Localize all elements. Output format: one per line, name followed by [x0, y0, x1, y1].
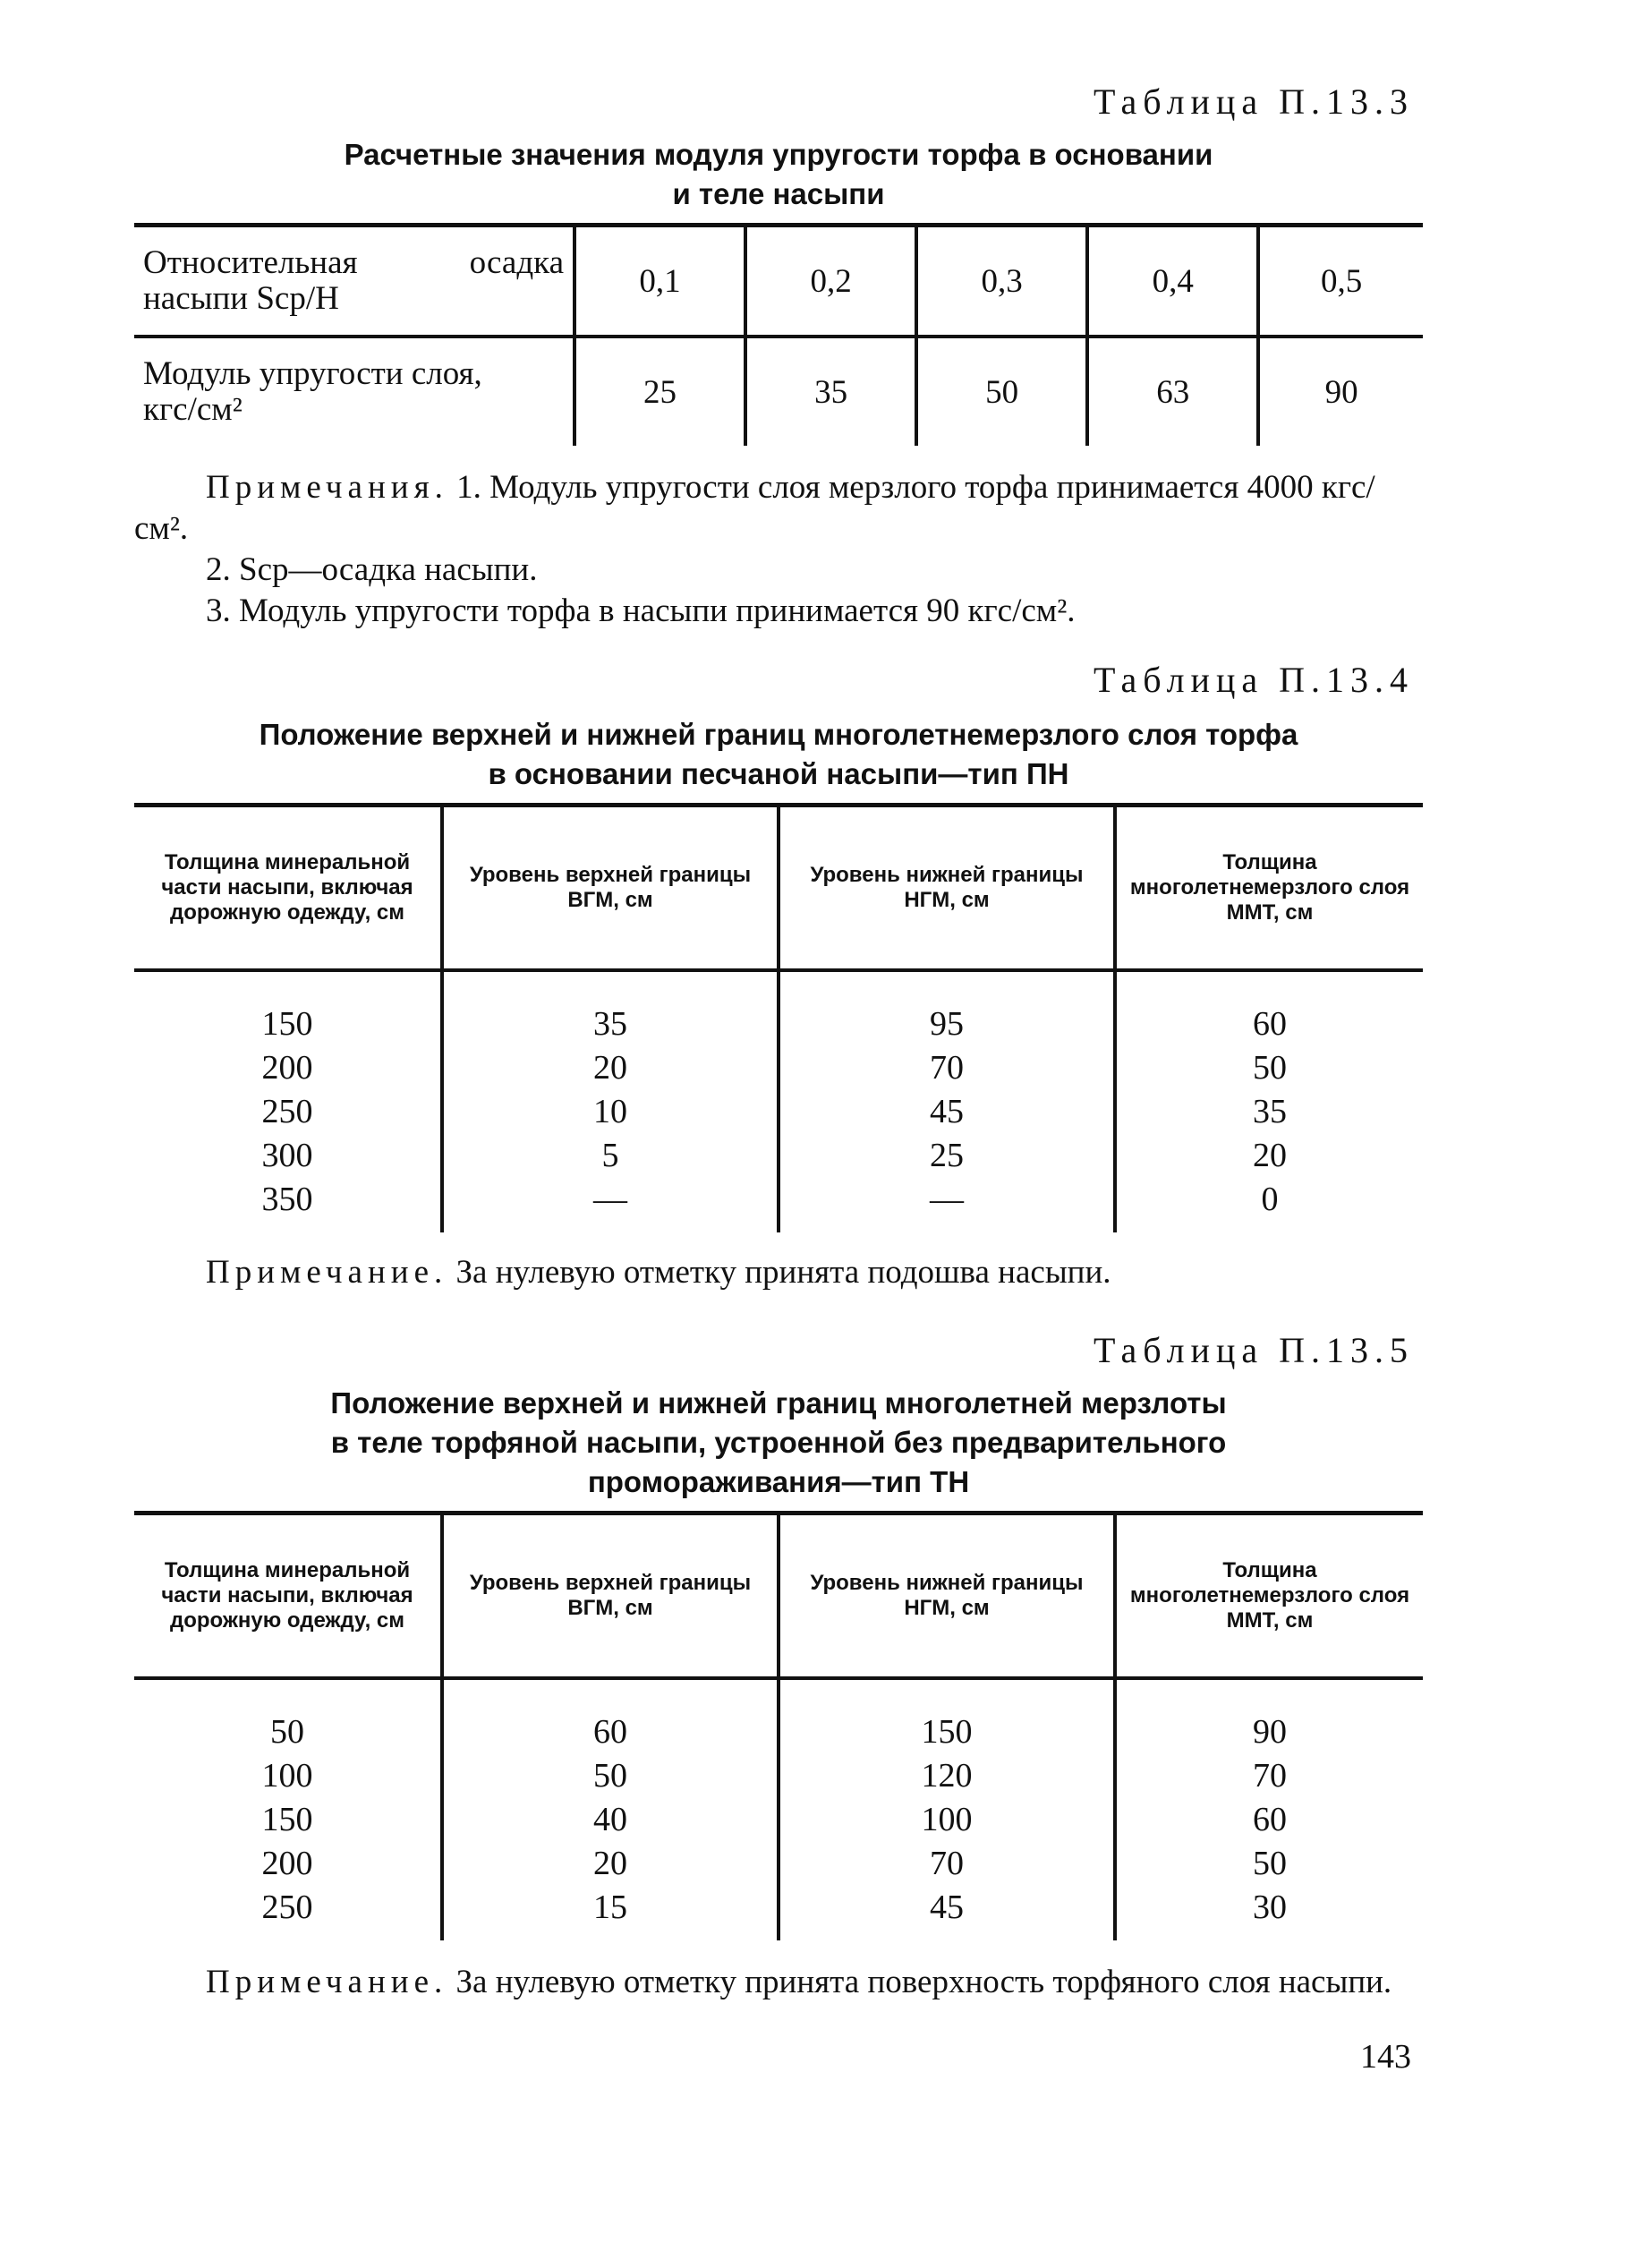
- table1-cell: 35: [745, 337, 916, 446]
- table3: [134, 1511, 1423, 1940]
- table1: [134, 223, 1423, 446]
- table1-cell: 0,5: [1258, 226, 1423, 337]
- table1-cell: 0,1: [574, 226, 745, 337]
- table1-cell: 0,4: [1087, 226, 1258, 337]
- table3-header: Толщина минеральной части насыпи, включая дорожную одежду, см: [134, 1513, 442, 1679]
- table3-note: Примечание. За нулевую отметку принята поверхность торфяного слоя насыпи.: [206, 1964, 1392, 2000]
- table3-header-row: [134, 1513, 1423, 1679]
- table1-row-modulus: [134, 337, 1423, 446]
- table-row: 300 5 25 20: [134, 1134, 1423, 1178]
- note-3: 3. Модуль упругости торфа в насыпи принимается 90 кгс/см².: [206, 593, 1076, 629]
- table-row: 150 40 100 60: [134, 1798, 1423, 1842]
- table-row: 200 20 70 50: [134, 1046, 1423, 1090]
- table1-cell: 50: [916, 337, 1087, 446]
- table-row: 200 20 70 50: [134, 1842, 1423, 1886]
- table1-label: Таблица П.13.3: [1094, 81, 1414, 122]
- notes-lead: Примечания.: [206, 469, 448, 506]
- table1-cell: 90: [1258, 337, 1423, 446]
- table1-cell: 0,3: [916, 226, 1087, 337]
- table2-header: Толщина минеральной части насыпи, включая дорожную одежду, см: [134, 806, 442, 971]
- table2-note: Примечание. За нулевую отметку принята подошва насыпи.: [206, 1254, 1111, 1291]
- table-row: 250 10 45 35: [134, 1090, 1423, 1134]
- note-2: 2. Sср—осадка насыпи.: [206, 551, 538, 588]
- table2-header: Уровень нижней границы НГМ, см: [779, 806, 1115, 971]
- table3-header: Уровень нижней границы НГМ, см: [779, 1513, 1115, 1679]
- table1-notes: [134, 467, 1423, 632]
- table1-cell: 0,2: [745, 226, 916, 337]
- table-row: 350 — — 0: [134, 1178, 1423, 1232]
- table2: [134, 803, 1423, 1232]
- table-row: 100 50 120 70: [134, 1754, 1423, 1798]
- table-row: 250 15 45 30: [134, 1886, 1423, 1940]
- table3-title: Положение верхней и нижней границ многолетней мерзлоты в теле торфяной насыпи, устроенной без предварительного промораживания—тип ТН: [330, 1386, 1227, 1498]
- table2-header: Уровень верхней границы ВГМ, см: [442, 806, 779, 971]
- table3-header: Толщина многолетнемерзлого слоя ММТ, см: [1115, 1513, 1423, 1679]
- table1-row-head: Модуль упругости слоя, кгс/см²: [143, 355, 482, 428]
- document-page: [134, 81, 1423, 2003]
- table3-label: Таблица П.13.5: [1094, 1330, 1414, 1370]
- table1-row-settlement: [134, 226, 1423, 337]
- page-number: 143: [1360, 2038, 1411, 2076]
- table1-cell: 25: [574, 337, 745, 446]
- table2-header: Толщина многолетнемерзлого слоя ММТ, см: [1115, 806, 1423, 971]
- table3-header: Уровень верхней границы ВГМ, см: [442, 1513, 779, 1679]
- table1-title: Расчетные значения модуля упругости торфа в основании и теле насыпи: [344, 138, 1213, 210]
- table1-cell: 63: [1087, 337, 1258, 446]
- table2-header-row: [134, 806, 1423, 971]
- table-row: 150 35 95 60: [134, 970, 1423, 1046]
- table-row: 50 60 150 90: [134, 1678, 1423, 1754]
- table2-title: Положение верхней и нижней границ многолетнемерзлого слоя торфа в основании песчаной насыпи—тип ПН: [259, 718, 1298, 790]
- table2-label: Таблица П.13.4: [1094, 660, 1414, 700]
- note-1: 1. Модуль упругости слоя мерзлого торфа принимается 4000 кгс/см².: [134, 469, 1375, 547]
- table1-row-head: Относительная осадка насыпи Sср/H: [134, 226, 574, 337]
